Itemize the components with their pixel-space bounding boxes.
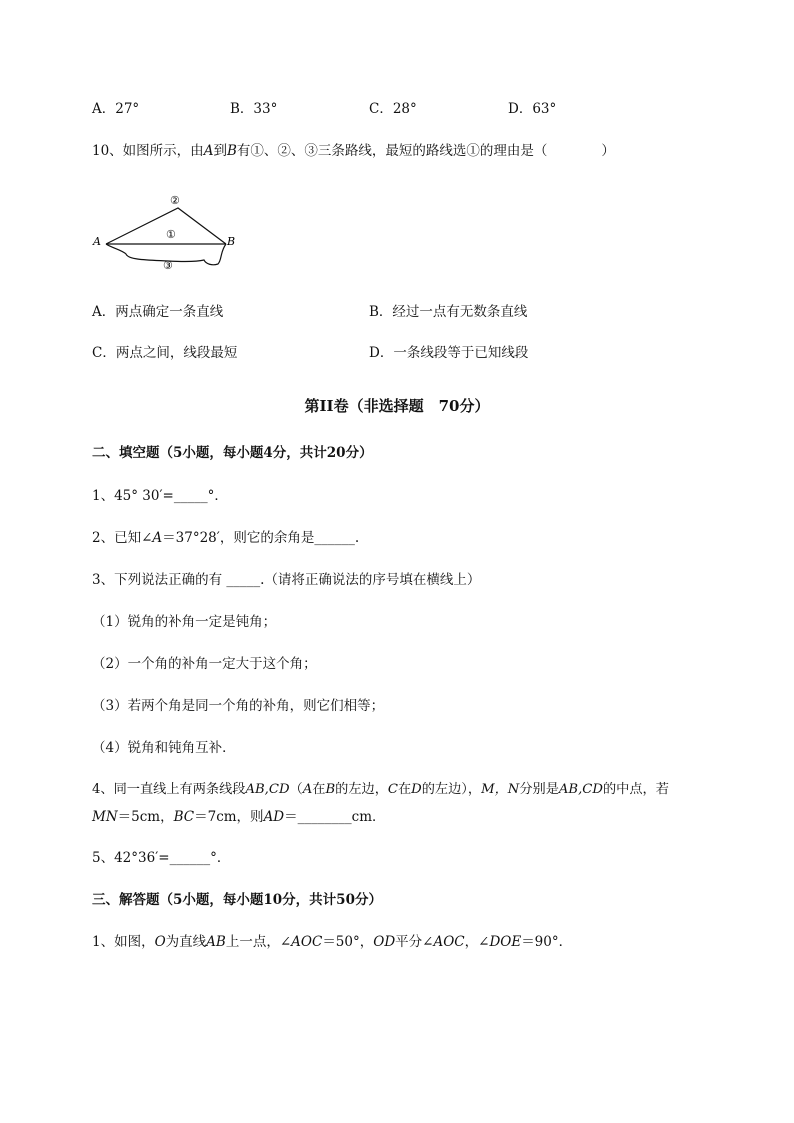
q10-option-d: D．一条线段等于已知线段 [369, 345, 529, 361]
answer-q1: 1、如图，O为直线AB上一点，∠AOC＝50°，OD平分∠AOC，∠DOE＝90°． [92, 934, 573, 950]
fill-q4-line2: MN＝5cm，BC＝7cm，则AD＝________cm． [92, 809, 386, 825]
label-b: B [227, 235, 236, 248]
q9-option-b: B．33° [230, 101, 278, 117]
q10-option-c: C．两点之间，线段最短 [92, 345, 238, 361]
q10-route-figure [88, 188, 248, 278]
q9-option-a: A．27° [92, 101, 140, 117]
q9-option-d: D．63° [508, 101, 557, 117]
route-1-label: ① [166, 228, 176, 241]
fill-in-section-heading: 二、填空题（5小题，每小题4分，共计20分） [92, 445, 373, 461]
fill-q3-item-3: （3）若两个角是同一个角的补角，则它们相等； [92, 698, 385, 714]
fill-q2: 2、已知∠A＝37°28′，则它的余角是______. [92, 530, 360, 546]
fill-q1: 1、45° 30′=_____°． [92, 488, 228, 504]
q10-option-b: B．经过一点有无数条直线 [369, 304, 528, 320]
q9-option-c: C．28° [369, 101, 417, 117]
fill-q3-item-2: （2）一个角的补角一定大于这个角； [92, 656, 317, 672]
label-a: A [93, 235, 101, 248]
part2-title: 第II卷（非选择题 70分） [304, 397, 490, 415]
fill-q3-stem: 3、下列说法正确的有 _____.（请将正确说法的序号填在横线上） [92, 572, 481, 588]
fill-q4-line1: 4、同一直线上有两条线段AB,CD（A在B的左边，C在D的左边），M，N分别是AB,CD的中点，若 [92, 782, 669, 797]
fill-q3-item-1: （1）锐角的补角一定是钝角； [92, 614, 277, 630]
q10-option-a: A．两点确定一条直线 [92, 304, 224, 320]
fill-q3-item-4: （4）锐角和钝角互补． [92, 740, 236, 756]
route-2-label: ② [170, 194, 180, 207]
route-3-label: ③ [163, 259, 173, 272]
answer-section-heading: 三、解答题（5小题，每小题10分，共计50分） [92, 892, 382, 908]
q10-stem: 10、如图所示，由A到B有①、②、③三条路线，最短的路线选①的理由是（ ） [92, 143, 615, 159]
fill-q5: 5、42°36′=______°． [92, 850, 231, 866]
